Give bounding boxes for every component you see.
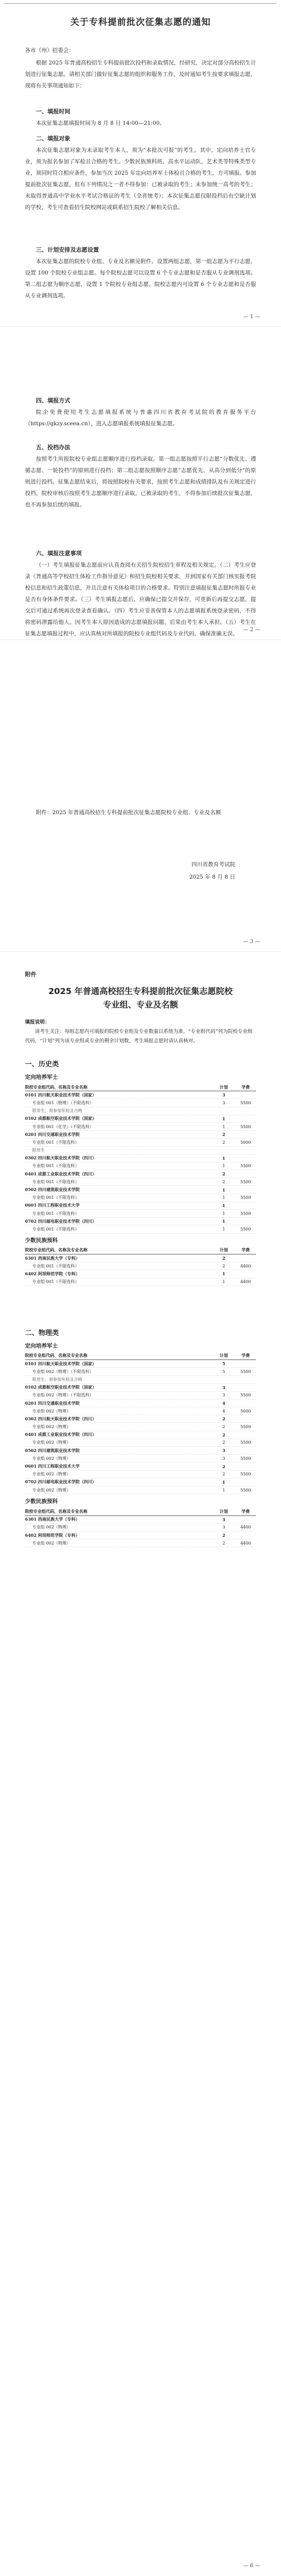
table-row (25, 1532, 256, 1539)
row-name: 专业组 001（不限选科） (32, 1211, 79, 1216)
row-fee: 4400 (240, 1263, 251, 1269)
row-name: 专业组 001（不限选科） (32, 1195, 79, 1200)
row-name: 0101 四川航天职业技术学院（国家） (25, 1361, 97, 1366)
row-fee: 5500 (240, 1226, 251, 1232)
table-row (25, 1178, 256, 1186)
row-name: 专业组 002（物理） (32, 1487, 71, 1493)
row-fee: 4400 (240, 1540, 251, 1546)
page-number-3: — 3 — (243, 939, 260, 945)
row-fee: 5500 (240, 1440, 251, 1445)
table-row (25, 1423, 256, 1431)
row-plan: 3 (222, 1448, 225, 1454)
row-name: 专业组 002（物理）（不限选科） (32, 1369, 94, 1374)
table-row (25, 1479, 256, 1486)
row-fee: 5500 (240, 1179, 251, 1184)
row-fee: 5500 (240, 1100, 251, 1105)
page-1 (25, 10, 256, 322)
table-row (25, 1486, 256, 1494)
row-name: 专业组 001（不限选科） (32, 1140, 79, 1145)
recipient: 各市（州）招委会： (25, 47, 74, 54)
attachment-title-line1: 2025 年普通高校招生专科提前批次征集志愿院校 (48, 986, 233, 996)
row-plan: 1 (222, 1226, 225, 1232)
row-plan: 3 (222, 1525, 225, 1530)
table-row (25, 1376, 256, 1383)
row-name: 0401 成都工业职业技术学院（四川） (25, 1171, 97, 1176)
row-plan: 4 (222, 1401, 225, 1406)
table-row (25, 1210, 256, 1218)
table-row (25, 1360, 256, 1368)
row-name: 专业组 001（不限选科） (32, 1226, 79, 1232)
row-plan: 2 (222, 1472, 225, 1477)
attachment-subsection-heading: 少数民族预科 (25, 1498, 58, 1505)
row-name: 0201 四川交通职业技术学院 (25, 1131, 80, 1137)
row-fee: 5000 (240, 1140, 251, 1145)
table-header-row (25, 1352, 256, 1360)
signature-org: 四川省教育考试院 (191, 861, 235, 868)
table-row (25, 1139, 256, 1146)
row-plan: 2 (222, 1256, 225, 1261)
row-fee: 5500 (240, 1393, 251, 1398)
row-name: 专业组 002（物理） (32, 1472, 71, 1477)
row-plan: 3 (222, 1456, 225, 1461)
row-name: 专业组 002（物理） (32, 1408, 71, 1414)
row-plan: 1 (222, 1116, 225, 1121)
table-row (25, 1254, 256, 1262)
row-fee: 5500 (240, 1472, 251, 1477)
attachment-section-heading: 二、物理类 (25, 1329, 59, 1337)
table-row (25, 1524, 256, 1532)
plan-table (25, 1247, 256, 1286)
row-plan: 2 (222, 1463, 225, 1469)
row-plan: 1 (222, 1279, 225, 1285)
table-header-cell: 院校专业组代码、名称及专业名称 (25, 1508, 87, 1514)
row-name: 专业组 002（物理） (32, 1540, 71, 1546)
section-heading-6: 六、填报注意事项 (36, 550, 82, 557)
attachment-note: 附件：2025 年普通高校招生专科提前批次征集志愿院校专业组、专业及名额 (36, 809, 221, 816)
table-row (25, 1155, 256, 1162)
row-name: 6301 西南民族大学（专科） (25, 1255, 80, 1261)
page-number-6: — 6 — (243, 2563, 260, 2569)
section-heading-4: 四、填报方式 (36, 397, 70, 404)
table-row (25, 1368, 256, 1376)
table-row (25, 1539, 256, 1547)
row-name: 0101 四川航天职业技术学院（国家） (25, 1092, 97, 1097)
row-fee: 5500 (240, 1163, 251, 1169)
row-plan: 3 (222, 1384, 225, 1390)
table-header-cell: 学费 (241, 1353, 250, 1358)
row-plan: 2 (222, 1533, 225, 1538)
table-header-cell: 计划 (220, 1508, 228, 1514)
section-text-4: 院企免费使用考生志愿填报系统与普惠四川省教育考试院的教育服务平台（https://gkzy.sceea.cn），进入志愿填报系统填报征集志愿。 (25, 409, 256, 427)
row-name: 0201 四川交通职业技术学院 (25, 1400, 80, 1406)
row-name: 限男生，须参加军检且合格 (32, 1108, 82, 1114)
row-name: 专业组 002（物理） (32, 1525, 71, 1530)
table-row (25, 1455, 256, 1462)
table-row (25, 1392, 256, 1400)
page-divider (0, 326, 281, 327)
row-fee: 5500 (240, 1195, 251, 1200)
section-text-5: 按照考生所报院校专业组志愿顺序进行投档录取。第一组志愿按照平行志愿“分数优先、遵循志愿、一轮投档”的原则进行投档；第二组志愿按照顺序志愿“志愿优先、从高分到低分”的原则进行投档。征集志愿结束后，将按照院校有关要求，按照考生志愿和成绩排队及有关规定进行投档，院校审核后按照考生志愿顺序进行录取。已被录取的考生，不得参加后续批次征集志愿，也不再参加后续的填报。 (25, 456, 256, 508)
page-divider (0, 951, 281, 952)
row-name: 限男生 (32, 1148, 45, 1153)
table-row (25, 1516, 256, 1524)
row-name: 专业组 001（不限选科） (32, 1163, 79, 1169)
page-3 (25, 651, 256, 942)
row-fee: 4400 (240, 1279, 251, 1285)
row-name: 专业组 001（不限选科） (32, 1263, 79, 1269)
row-plan: 2 (222, 1432, 225, 1437)
row-name: 0601 四川工程职业技术大学 (25, 1202, 80, 1208)
table-row (25, 1471, 256, 1479)
table-row (25, 1218, 256, 1225)
table-row (25, 1384, 256, 1392)
table-row (25, 1270, 256, 1278)
table-row (25, 1202, 256, 1210)
row-name: 6301 西南民族大学（专科） (25, 1516, 80, 1522)
row-plan: 1 (222, 1219, 225, 1224)
table-header-cell: 学费 (241, 1247, 250, 1253)
row-name: 0401 成都工业职业技术学院（四川） (25, 1432, 97, 1437)
row-name: 0302 四川航天职业技术学院（四川） (25, 1416, 97, 1421)
table-header-cell: 院校专业组代码、名称及专业名称 (25, 1353, 87, 1358)
row-name: 0502 四川建筑职业技术学院 (25, 1187, 80, 1193)
row-plan: 2 (222, 1416, 225, 1422)
signature-date: 2025 年 8 月 8 日 (189, 874, 235, 880)
table-row (25, 1115, 256, 1123)
attachment-title-line2: 专业组、专业及名额 (103, 1000, 178, 1010)
row-plan: 5 (222, 1361, 225, 1367)
table-header-cell: 学费 (241, 1084, 250, 1090)
row-plan: 2 (222, 1179, 225, 1184)
row-name: 0702 四川邮电职业技术学院（四川） (25, 1218, 97, 1224)
note-text: 请考生关注：每组志愿内可填报的院校专业组及专业数量以系统为准，“专业组代码”列为院校专业组代码，“计划”列为该专业组或专业的剩余计划数，考生填报志愿时请认真核对。 (25, 1029, 253, 1044)
row-name: 0601 四川工程职业技术大学 (25, 1463, 80, 1469)
section-heading-3: 三、计划安排及志愿设置 (36, 246, 99, 253)
row-plan: 5 (222, 1369, 225, 1374)
row-fee: 5000 (240, 1408, 251, 1414)
table-header-cell: 学费 (241, 1508, 250, 1514)
row-plan: 2 (222, 1140, 225, 1145)
table-row (25, 1278, 256, 1286)
row-name: 专业组 001（化学）（不限选科） (32, 1124, 94, 1129)
row-fee: 5500 (240, 1211, 251, 1216)
row-plan: 2 (222, 1171, 225, 1177)
row-name: 0102 成都航空职业技术学院（国家） (25, 1116, 97, 1121)
plan-table (25, 1352, 256, 1494)
row-plan: 1 (222, 1479, 225, 1485)
page-2 (25, 338, 256, 637)
page-number-2: — 2 — (243, 627, 260, 633)
note-heading: 填报说明： (25, 1019, 50, 1025)
table-row (25, 1131, 256, 1139)
row-plan: 3 (222, 1393, 225, 1398)
row-plan: 1 (222, 1163, 225, 1169)
table-row (25, 1431, 256, 1439)
row-fee: 4400 (240, 1525, 251, 1530)
section-heading-1: 一、填报时间 (36, 108, 70, 115)
table-header-cell: 院校专业组代码、名称及专业名称 (25, 1247, 87, 1253)
attachment-subsection-heading: 定向培养军士 (25, 1074, 58, 1080)
row-name: 专业组 002（物理）（不限选科） (32, 1393, 94, 1398)
row-name: 专业组 001（不限选科） (32, 1179, 79, 1184)
attachment-section-heading: 一、历史类 (25, 1061, 59, 1068)
row-name: 专业组 002（物理） (32, 1456, 71, 1461)
table-row (25, 1091, 256, 1099)
row-name: 限男生，须参加军检且合格 (32, 1377, 82, 1382)
attachment-subsection-heading: 少数民族预科 (25, 1237, 58, 1244)
row-plan: 1 (222, 1202, 225, 1208)
table-row (25, 1194, 256, 1202)
row-name: 专业组 002（物理） (32, 1440, 71, 1445)
row-plan: 2 (222, 1263, 225, 1269)
table-row (25, 1462, 256, 1470)
row-plan: 3 (222, 1092, 225, 1098)
row-fee: 5500 (240, 1456, 251, 1461)
attachment-label: 附件 (25, 971, 36, 978)
row-plan: 3 (222, 1516, 225, 1522)
table-row (25, 1186, 256, 1194)
table-header-row (25, 1083, 256, 1091)
table-row (25, 1415, 256, 1423)
page-divider (0, 639, 281, 640)
section-text-6-a: （一）考生填报征集志愿前应认真查阅有关招生院校招生章程及相关规定。（二）考生应登录《普通高等学校招生体检工作指导意见》和招生院校相关要求，并到国家有关部门核实报考院校信息和招生政策信息，并且注意有关体检项目的合格要求。特别注意填报征集志愿时所报专业是否有身体条件要求。（三）考生填报志愿后，应确保已提交并保存，可更新后再提交志愿，提交后可通过系统再次登录查看确认。（四）考生应妥善保管本人的志愿填报系统登录密码，不得将密码泄露给他人。因考生本人原因造成的志愿填报问题，后果由考生本人承担。（五）考生在征集志愿填报过程中，应认真核对所填报的院校专业组代码及专业代码，确保准确无误。 (25, 562, 256, 637)
intro-paragraph: 根据 2025 年普通高校招生专科提前批次投档和录取情况，经研究，决定对部分高校招生计划进行征集志愿。请相关部门做好征集志愿的组织和服务工作，及时通知考生按要求填报志愿，现将有关事项通知如下： (25, 60, 256, 89)
section-heading-2: 二、填报对象 (36, 135, 70, 142)
row-plan: 1 (222, 1195, 225, 1200)
table-row (25, 1225, 256, 1233)
row-plan: 2 (222, 1424, 225, 1430)
row-plan: 1 (222, 1187, 225, 1193)
row-plan: 1 (222, 1124, 225, 1129)
row-name: 0702 四川邮电职业技术学院（四川） (25, 1479, 97, 1485)
row-plan: 4 (222, 1408, 225, 1414)
table-row (25, 1147, 256, 1155)
section-heading-5: 五、投档办法 (36, 444, 70, 451)
table-header-row (25, 1508, 256, 1515)
row-fee: 5500 (240, 1487, 251, 1493)
row-name: 6402 阿坝师范学院（专科） (25, 1532, 80, 1538)
row-plan: 2 (222, 1540, 225, 1546)
section-text-1: 本次征集志愿填报时间为 8 月 8 日 14:00—21:00。 (36, 120, 165, 126)
table-row (25, 1162, 256, 1170)
table-header-cell: 计划 (220, 1353, 228, 1358)
row-fee: 5500 (240, 1124, 251, 1129)
row-name: 专业组 001（不限选科） (32, 1279, 79, 1285)
row-plan: 2 (222, 1132, 225, 1137)
section-text-2: 本次征集志愿对象为未录取考生本人，须为“本批次可报”的考生。其中，定向培养士官专业，须为报名参加了军检且合格的考生。少数民族预科班、高水平运动队、艺术类等特殊类型专业，须同时符合相应条件，参加当次 2025 年定向培养军士体检且合格的考生，方可填报。参加提前批次征集志愿，但有下列情况之一者不得参加：已被录取的考生；未参加统一高考的考生；未取得普通高中学业水平考试合格证的考生（全省统考）；本次征集志愿仅限投档后有空缺计划的学校，考生可查看招生院校网站或联系招生院校了解相关信息。 (25, 147, 256, 211)
plan-table (25, 1508, 256, 1547)
row-name: 专业组 001（物理）（不限选科） (32, 1100, 94, 1105)
table-row (25, 1107, 256, 1115)
table-header-row (25, 1247, 256, 1254)
row-plan: 1 (222, 1211, 225, 1216)
table-row (25, 1439, 256, 1447)
row-name: 专业组 002（物理） (32, 1424, 71, 1430)
table-row (25, 1123, 256, 1131)
table-row (25, 1170, 256, 1178)
table-header-cell: 院校专业组代码、名称及专业名称 (25, 1084, 87, 1090)
page-top-rule (4, 3, 277, 4)
row-plan: 1 (222, 1271, 225, 1277)
row-name: 0102 成都航空职业技术学院（国家） (25, 1384, 97, 1390)
row-plan: 1 (222, 1155, 225, 1161)
row-name: 6402 阿坝师范学院（专科） (25, 1271, 80, 1276)
row-name: 0302 四川航天职业技术学院（四川） (25, 1155, 97, 1161)
row-fee: 5500 (240, 1369, 251, 1374)
page-number-1: — 1 — (243, 314, 260, 320)
table-row (25, 1099, 256, 1107)
row-plan: 3 (222, 1100, 225, 1105)
row-name: 0502 四川建筑职业技术学院 (25, 1447, 80, 1453)
table-header-cell: 计划 (220, 1084, 228, 1090)
table-header-cell: 计划 (220, 1247, 228, 1253)
plan-table (25, 1083, 256, 1234)
attachment-subsection-heading: 定向培养军士 (25, 1342, 58, 1349)
table-row (25, 1262, 256, 1270)
attachment-page (25, 962, 256, 2553)
table-row (25, 1447, 256, 1455)
row-plan: 1 (222, 1487, 225, 1493)
table-row (25, 1400, 256, 1407)
table-row (25, 1407, 256, 1415)
section-text-3-a: 本次征集志愿的院校专业组、专业及名额见附件。设置两组志愿，第一组志愿为平行志愿，设置 100 个院校专业组志愿。每个院校志愿可以设置 6 个专业志愿和是否服从专业调剂选项。第二组志愿为顺序志愿，设置 1 个院校专业组志愿，院校志愿内可设置 6 个专业志愿和是否服从专业调剂选项。 (25, 258, 256, 299)
row-plan: 2 (222, 1440, 225, 1445)
row-fee: 5500 (240, 1424, 251, 1430)
doc-title: 关于专科提前批次征集志愿的通知 (70, 17, 211, 28)
